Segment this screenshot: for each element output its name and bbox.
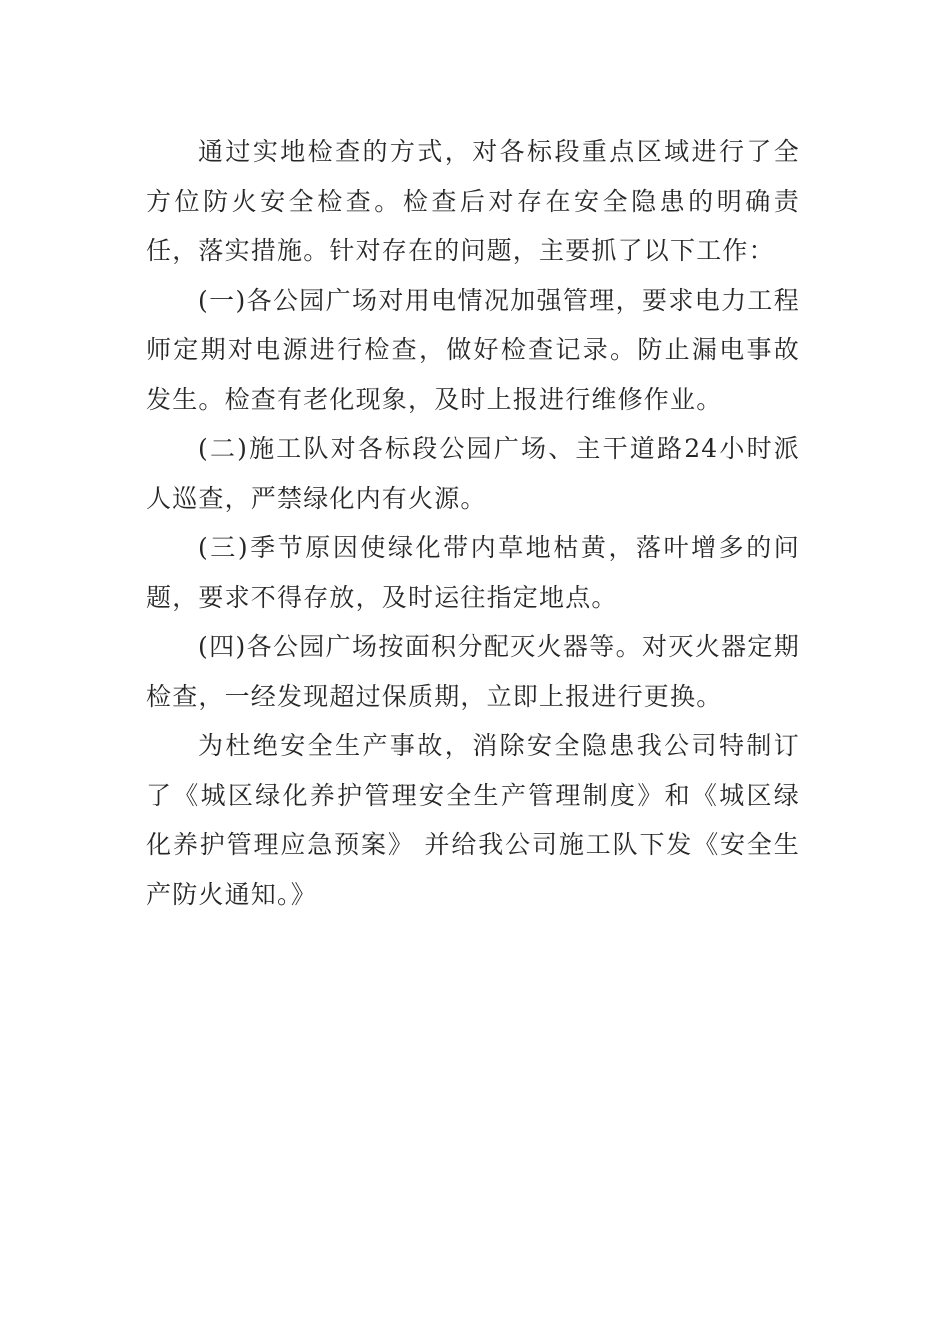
paragraph-item-4: (四)各公园广场按面积分配灭火器等。对灭火器定期检查，一经发现超过保质期，立即上报进行更换。: [146, 632, 800, 711]
paragraph-item-3: (三)季节原因使绿化带内草地枯黄，落叶增多的问题，要求不得存放，及时运往指定地点。: [146, 533, 800, 612]
paragraph-intro: 通过实地检查的方式，对各标段重点区域进行了全方位防火安全检查。检查后对存在安全隐患的明确责任，落实措施。针对存在的问题，主要抓了以下工作：: [146, 137, 800, 265]
paragraph-conclusion: 为杜绝安全生产事故，消除安全隐患我公司特制订了《城区绿化养护管理安全生产管理制度》和《城区绿化养护管理应急预案》 并给我公司施工队下发《安全生产防火通知。》: [146, 731, 800, 909]
paragraph-item-2: (二)施工队对各标段公园广场、主干道路24小时派人巡查，严禁绿化内有火源。: [146, 434, 800, 513]
document-body: [146, 127, 800, 919]
paragraph-item-1: (一)各公园广场对用电情况加强管理，要求电力工程师定期对电源进行检查，做好检查记录。防止漏电事故发生。检查有老化现象，及时上报进行维修作业。: [146, 285, 800, 414]
